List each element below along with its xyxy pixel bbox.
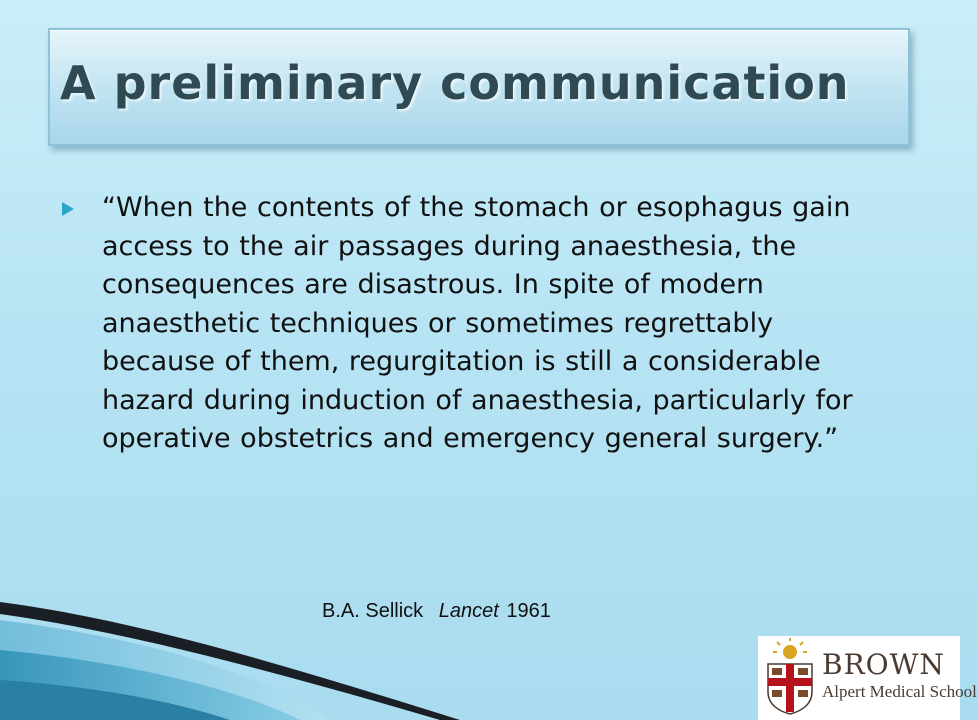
logo-name: BROWN (822, 648, 945, 681)
logo-subtitle: Alpert Medical School (822, 682, 977, 701)
quote-text: “When the contents of the stomach or esophagus gain access to the air passages during anaesthesia, the consequences are disastrous. In spite of modern anaesthetic techniques or sometimes regrettably because of them, regurgitation is still a considerable hazard during induction of anaesthesia, particularly for operative obstetrics and emergency general surgery.” (102, 192, 853, 454)
brown-shield-icon (762, 640, 818, 716)
citation-author: B.A. Sellick (322, 600, 424, 622)
title-banner (48, 28, 910, 146)
slide-title: A preliminary communication (60, 56, 850, 110)
citation-journal: Lancet (438, 600, 499, 622)
triangle-bullet-icon (62, 202, 74, 216)
citation-year: 1961 (506, 600, 551, 622)
wave-swoosh-icon (0, 580, 460, 720)
brown-logo (758, 636, 977, 720)
